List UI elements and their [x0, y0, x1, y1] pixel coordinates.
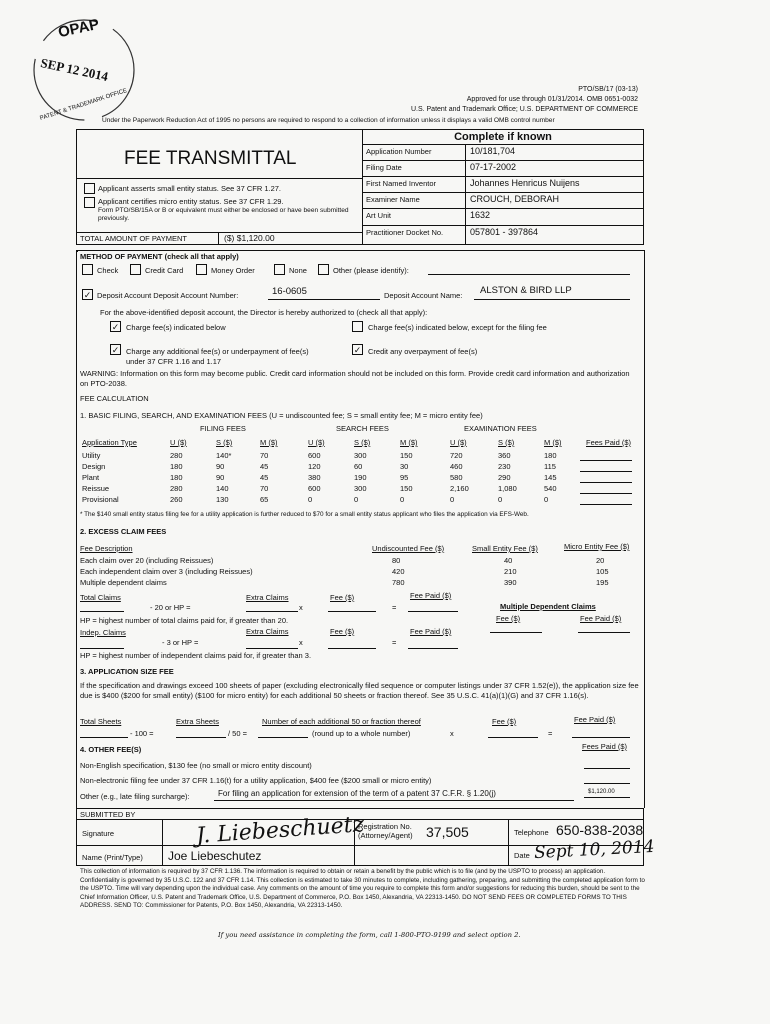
registration-label: Registration No. (Attorney/Agent)	[358, 822, 413, 840]
minus-100-text: - 100 =	[130, 729, 154, 738]
equals-sign-2: =	[392, 638, 397, 647]
undiscounted-header: Undiscounted Fee ($)	[372, 544, 445, 553]
deposit-account-number[interactable]: 16-0605	[272, 286, 307, 297]
fee-header-1: Fee ($)	[330, 593, 355, 602]
total-claims-header: Total Claims	[80, 593, 121, 602]
fee-cell: 0	[544, 495, 549, 504]
section1-heading: 1. BASIC FILING, SEARCH, AND EXAMINATION FEES (U = undiscounted fee; S = small entity fee; M = micro entity fee)	[80, 411, 483, 420]
app-field-label: First Named Inventor	[366, 179, 437, 188]
excess-claim-fee: 195	[596, 578, 609, 587]
fee-paid-field[interactable]	[580, 504, 632, 505]
app-field-value[interactable]: 1632	[470, 210, 491, 220]
app-field-value[interactable]: 07-17-2002	[470, 162, 517, 172]
received-stamp	[28, 14, 140, 126]
credit-overpayment-label: Credit any overpayment of fee(s)	[368, 347, 478, 356]
complete-if-known: Complete if known	[454, 131, 552, 143]
method-none: None	[289, 266, 307, 275]
excess-claim-fee: 210	[504, 567, 517, 576]
printed-name[interactable]: Joe Liebeschutez	[168, 849, 262, 863]
paperwork-notice: Under the Paperwork Reduction Act of 1995 no persons are required to respond to a collection of information unless it displays a valid OMB control number	[102, 117, 555, 124]
fee-cell: 30	[400, 462, 409, 471]
registration-number[interactable]: 37,505	[426, 824, 469, 840]
div-50-text: / 50 =	[228, 729, 247, 738]
app-field-value[interactable]: CROUCH, DEBORAH	[470, 194, 560, 204]
section2-heading: 2. EXCESS CLAIM FEES	[80, 527, 167, 536]
charge-fees-checkbox[interactable]: ✓	[111, 322, 120, 332]
total-sheets-header: Total Sheets	[80, 717, 122, 726]
fee-cell: 90	[216, 473, 225, 482]
charge-additional-label: Charge any additional fee(s) or underpayment of fee(s)	[126, 347, 309, 356]
app-field-label: Practitioner Docket No.	[366, 228, 444, 237]
fee-cell: 60	[354, 462, 363, 471]
fee-cell: 600	[308, 451, 321, 460]
telephone-number[interactable]: 650-838-2038	[556, 822, 644, 838]
section3-heading: 3. APPLICATION SIZE FEE	[80, 667, 174, 676]
stamp-side-text: PATENT & TRADEMARK OFFICE	[39, 88, 128, 122]
app-field-value[interactable]: Johannes Henricus Nuijens	[470, 178, 580, 188]
fee-cell: 130	[216, 495, 229, 504]
size-fee-text: If the specification and drawings exceed 100 sheets of paper (excluding electronically filed sequence or computer listings under 37 CFR 1.52(e)), the application size fee due is $400 ($200 for small entity) ($100 for micro entity) for each additional 50 sheets or fraction thereof. See 35 U.S.C. 41(a)(1)(G) and 37 CFR 1.16(s).	[80, 681, 639, 700]
app-field-label: Application Number	[366, 147, 432, 156]
fee-cell: 360	[498, 451, 511, 460]
date-label: Date	[514, 851, 530, 860]
method-credit-card: Credit Card	[145, 266, 184, 275]
stamp-date: SEP 12 2014	[39, 55, 110, 84]
stamp-top-text: OPAP	[56, 15, 101, 42]
fee-paid-field[interactable]	[580, 471, 632, 472]
extra-claims-field[interactable]	[246, 611, 298, 612]
fee-cell: 180	[170, 473, 183, 482]
number-each-header: Number of each additional 50 or fraction thereof	[262, 717, 421, 726]
app-field-divider	[362, 176, 644, 177]
check-checkbox[interactable]	[82, 264, 93, 275]
other-fee-line	[214, 800, 574, 801]
hp-note-2: HP = highest number of independent claims paid for, if greater than 3.	[80, 651, 312, 660]
approved-text: Approved for use through 01/31/2014. OMB 0651-0032	[466, 96, 638, 103]
method-check: Check	[97, 266, 119, 275]
fee-cell: 180	[170, 462, 183, 471]
total-claims-field[interactable]	[80, 611, 124, 612]
payment-top-border	[76, 250, 644, 251]
name-label: Name (Print/Type)	[82, 853, 143, 862]
fee-row-type: Reissue	[82, 484, 110, 493]
fee-cell: 70	[260, 451, 269, 460]
excess-claim-fee: 780	[392, 578, 405, 587]
extra-sheets-field[interactable]	[176, 737, 226, 738]
method-other: Other (please identify):	[333, 266, 409, 275]
times-sign-1: x	[299, 603, 303, 612]
app-field-divider	[362, 144, 644, 145]
charge-fees-label: Charge fee(s) indicated below	[126, 323, 226, 332]
fee-cell: 150	[400, 451, 413, 460]
extra-indep-field[interactable]	[246, 648, 298, 649]
fee-cell: 45	[260, 462, 269, 471]
equals-sign-1: =	[392, 603, 397, 612]
deposit-account-label: Deposit Account Deposit Account Number:	[97, 291, 239, 300]
fee-header-2: Fee ($)	[330, 627, 355, 636]
minus-20-text: - 20 or HP =	[150, 603, 191, 612]
total-payment-value: ($) $1,120.00	[224, 233, 275, 243]
fee-table-header: U ($)	[170, 438, 187, 447]
fee-cell: 300	[354, 451, 367, 460]
fee-table-header: Application Type	[82, 438, 137, 447]
fee-cell: 190	[354, 473, 367, 482]
micro-entity-note: Form PTO/SB/15A or B or equivalent must either be enclosed or have been submitted previously.	[98, 207, 349, 222]
section4-heading: 4. OTHER FEE(S)	[80, 745, 142, 754]
fee-table-header: M ($)	[260, 438, 278, 447]
fee-cell: 280	[170, 484, 183, 493]
method-money-order: Money Order	[211, 266, 255, 275]
fee-cell: 145	[544, 473, 557, 482]
app-field-value[interactable]: 057801 - 397864	[470, 227, 539, 237]
page-title: FEE TRANSMITTAL	[124, 148, 297, 169]
claims-fee-paid-field[interactable]	[408, 611, 458, 612]
fee-cell: 115	[544, 462, 556, 471]
indep-fee-field[interactable]	[328, 648, 376, 649]
fee-table-header: Fees Paid ($)	[586, 438, 632, 447]
fee-paid-field[interactable]	[580, 493, 632, 494]
micro-entity-label: Applicant certifies micro entity status. See 37 CFR 1.29.	[98, 197, 284, 206]
fee-cell: 0	[450, 495, 455, 504]
signature[interactable]: J. Liebeschuetz	[195, 812, 365, 849]
search-fees-group: SEARCH FEES	[336, 424, 389, 433]
excess-claim-fee: 420	[392, 567, 405, 576]
fee-cell: 120	[308, 462, 321, 471]
fee-cell: 70	[260, 484, 269, 493]
fee-cell: 1,080	[498, 484, 517, 493]
fee-cell: 290	[498, 473, 511, 482]
exam-fees-group: EXAMINATION FEES	[464, 424, 537, 433]
total-payment-label: TOTAL AMOUNT OF PAYMENT	[80, 234, 187, 243]
deposit-name-label: Deposit Account Name:	[384, 291, 463, 300]
fee-table-header: M ($)	[544, 438, 562, 447]
size-fee-paid-header: Fee Paid ($)	[574, 715, 616, 724]
credit-card-checkbox[interactable]	[130, 264, 141, 275]
other-fee-amount-line	[584, 797, 630, 798]
fee-table-header: S ($)	[354, 438, 371, 447]
equals-sign-3: =	[548, 729, 553, 738]
fee-table-header: U ($)	[308, 438, 325, 447]
number-each-field[interactable]	[258, 737, 308, 738]
fee-cell: 140	[216, 484, 229, 493]
total-sheets-field[interactable]	[80, 737, 128, 738]
fee-row-type: Utility	[82, 451, 101, 460]
fee-row-type: Design	[82, 462, 106, 471]
fee-cell: 260	[170, 495, 183, 504]
app-field-label: Filing Date	[366, 163, 402, 172]
fee-cell: 65	[260, 495, 269, 504]
indep-fee-paid-field[interactable]	[408, 648, 458, 649]
non-english-fee-field[interactable]	[584, 768, 630, 769]
multi-fee-paid-field[interactable]	[578, 632, 630, 633]
fee-cell: 0	[400, 495, 405, 504]
fee-row-type: Plant	[82, 473, 100, 482]
fee-table-header: S ($)	[498, 438, 515, 447]
excess-claim-description: Each claim over 20 (including Reissues)	[80, 556, 214, 565]
fee-cell: 0	[354, 495, 359, 504]
small-entity-header: Small Entity Fee ($)	[472, 544, 538, 553]
form-right-border	[644, 250, 645, 808]
fee-cell: 460	[450, 462, 463, 471]
times-sign-2: x	[299, 638, 303, 647]
charge-additional-checkbox[interactable]: ✓	[111, 345, 120, 355]
filing-fees-group: FILING FEES	[200, 424, 246, 433]
micro-entity-checkbox[interactable]	[84, 197, 95, 208]
excess-claim-fee: 40	[504, 556, 513, 565]
fee-cell: 95	[400, 473, 409, 482]
authorize-text: For the above-identified deposit account, the Director is hereby authorized to (check all that apply):	[100, 308, 428, 317]
extra-claims-header-2: Extra Claims	[246, 627, 289, 636]
size-fee-header: Fee ($)	[492, 717, 517, 726]
fee-table-header: M ($)	[400, 438, 418, 447]
other-fee-label: Other (e.g., late filing surcharge):	[80, 792, 190, 801]
app-field-divider	[362, 225, 644, 226]
deposit-name-line	[474, 299, 630, 300]
multi-fee-field[interactable]	[490, 632, 542, 633]
fee-paid-field[interactable]	[580, 460, 632, 461]
charge-except-filing-checkbox[interactable]	[352, 321, 363, 332]
other-identify-field[interactable]	[428, 274, 630, 275]
fee-cell: 150	[400, 484, 413, 493]
submitted-by-heading: SUBMITTED BY	[80, 810, 136, 819]
app-field-divider	[362, 208, 644, 209]
multi-fee-paid-header: Fee Paid ($)	[580, 614, 622, 623]
excess-claim-description: Each independent claim over 3 (including Reissues)	[80, 567, 253, 576]
fee-cell: 140*	[216, 451, 232, 460]
app-field-label: Art Unit	[366, 211, 392, 220]
other-fees-paid-header: Fees Paid ($)	[582, 742, 628, 751]
indep-claims-field[interactable]	[80, 648, 124, 649]
fee-cell: 280	[170, 451, 183, 460]
deposit-number-line	[268, 299, 380, 300]
deposit-account-checkbox[interactable]: ✓	[83, 290, 92, 300]
app-field-divider	[362, 160, 644, 161]
extra-sheets-header: Extra Sheets	[176, 717, 219, 726]
assistance-note: If you need assistance in completing the form, call 1-800-PTO-9199 and select option 2.	[218, 931, 521, 939]
other-checkbox[interactable]	[318, 264, 329, 275]
size-fee-field[interactable]	[488, 737, 538, 738]
fee-description-header: Fee Description	[80, 544, 133, 553]
excess-claim-fee: 105	[596, 567, 609, 576]
fee-cell: 2,160	[450, 484, 469, 493]
indep-claims-header: Indep. Claims	[80, 628, 126, 637]
fee-cell: 45	[260, 473, 269, 482]
hp-note-1: HP = highest number of total claims paid for, if greater than 20.	[80, 616, 289, 625]
fee-cell: 580	[450, 473, 463, 482]
non-electronic-fee-field[interactable]	[584, 783, 630, 784]
fee-paid-field[interactable]	[580, 482, 632, 483]
fee-cell: 720	[450, 451, 463, 460]
form-id: PTO/SB/17 (03-13)	[578, 86, 638, 93]
fee-cell: 230	[498, 462, 511, 471]
app-field-value[interactable]: 10/181,704	[470, 146, 516, 156]
utility-note: * The $140 small entity status filing fee for a utility application is further reduced to $70 for a small entity status applicant who files the application via EFS-Web.	[80, 511, 529, 518]
money-order-checkbox[interactable]	[196, 264, 207, 275]
non-english-spec-text: Non-English specification, $130 fee (no small or micro entity discount)	[80, 761, 312, 770]
fee-cell: 540	[544, 484, 557, 493]
warning-text: WARNING: Information on this form may become public. Credit card information should not be included on this form. Provide credit card information and authorization on PTO-2038.	[80, 369, 630, 388]
fee-row-type: Provisional	[82, 495, 119, 504]
extra-claims-header: Extra Claims	[246, 593, 289, 602]
charge-additional-cfr: under 37 CFR 1.16 and 1.17	[126, 357, 222, 366]
fee-cell: 300	[354, 484, 367, 493]
times-sign-3: x	[450, 729, 454, 738]
deposit-account-name[interactable]: ALSTON & BIRD LLP	[480, 285, 572, 296]
excess-claim-fee: 80	[392, 556, 401, 565]
fee-cell: 600	[308, 484, 321, 493]
footer-notice: This collection of information is required by 37 CFR 1.136. The information is required to obtain or retain a benefit by the public which is to file (and by the USPTO to process) an application. Confidentiality is governed by 35 U.S.C. 122 and 37 CFR 1.14. This collection is estimated to take 30 minutes to complete, including gathering, preparing, and submitting the completed application form to the USPTO. Time will vary depending upon the individual case. Any comments on the amount of time you require to complete this form and/or suggestions for reducing this burden, should be sent to the Chief Information Officer, U.S. Patent and Trademark Office, U.S. Department of Commerce, P.O. Box 1450, Alexandria, VA 22313-1450. DO NOT SEND FEES OR COMPLETED FORMS TO THIS ADDRESS. SEND TO: Commissioner for Patents, P.O. Box 1450, Alexandria, VA 22313-1450.	[80, 868, 645, 910]
multiple-dependent-header: Multiple Dependent Claims	[500, 602, 596, 611]
fee-table-header: S ($)	[216, 438, 233, 447]
charge-except-filing-label: Charge fee(s) indicated below, except for the filing fee	[368, 323, 547, 332]
multi-fee-header: Fee ($)	[496, 614, 521, 623]
fee-calculation-heading: FEE CALCULATION	[80, 394, 149, 403]
fee-cell: 0	[498, 495, 503, 504]
none-checkbox[interactable]	[274, 264, 285, 275]
fee-paid-header-2: Fee Paid ($)	[410, 627, 452, 636]
method-label: METHOD OF PAYMENT (check all that apply)	[80, 252, 239, 261]
fee-cell: 0	[308, 495, 313, 504]
signature-label: Signature	[82, 829, 115, 838]
fee-cell: 380	[308, 473, 321, 482]
other-fee-amount[interactable]: $1,120.00	[588, 789, 615, 795]
non-electronic-text: Non-electronic filing fee under 37 CFR 1.16(t) for a utility application, $400 fee ($200 small or micro entity)	[80, 776, 432, 785]
signature-date[interactable]: Sept 10, 2014	[533, 836, 655, 864]
small-entity-label: Applicant asserts small entity status. See 37 CFR 1.27.	[98, 184, 281, 193]
excess-claim-fee: 390	[504, 578, 517, 587]
form-left-border	[76, 250, 77, 808]
credit-overpayment-checkbox[interactable]: ✓	[353, 345, 362, 355]
fee-cell: 90	[216, 462, 225, 471]
fee-cell: 180	[544, 451, 557, 460]
agency-text: U.S. Patent and Trademark Office; U.S. DEPARTMENT OF COMMERCE	[410, 106, 638, 113]
telephone-label: Telephone	[514, 828, 549, 837]
other-fee-description[interactable]: For filing an application for extension of the term of a patent 37 C.F.R. § 1.20(j)	[218, 789, 496, 798]
excess-claim-description: Multiple dependent claims	[80, 578, 167, 587]
excess-claim-fee: 20	[596, 556, 605, 565]
fee-table-header: U ($)	[450, 438, 467, 447]
size-fee-paid-field[interactable]	[572, 737, 630, 738]
claims-fee-field[interactable]	[328, 611, 376, 612]
minus-3-text: - 3 or HP =	[162, 638, 199, 647]
small-entity-checkbox[interactable]	[84, 183, 95, 194]
app-field-label: Examiner Name	[366, 195, 420, 204]
micro-entity-header: Micro Entity Fee ($)	[564, 542, 630, 551]
round-up-text: (round up to a whole number)	[312, 729, 411, 738]
fee-paid-header-1: Fee Paid ($)	[410, 591, 452, 600]
app-field-divider	[362, 192, 644, 193]
